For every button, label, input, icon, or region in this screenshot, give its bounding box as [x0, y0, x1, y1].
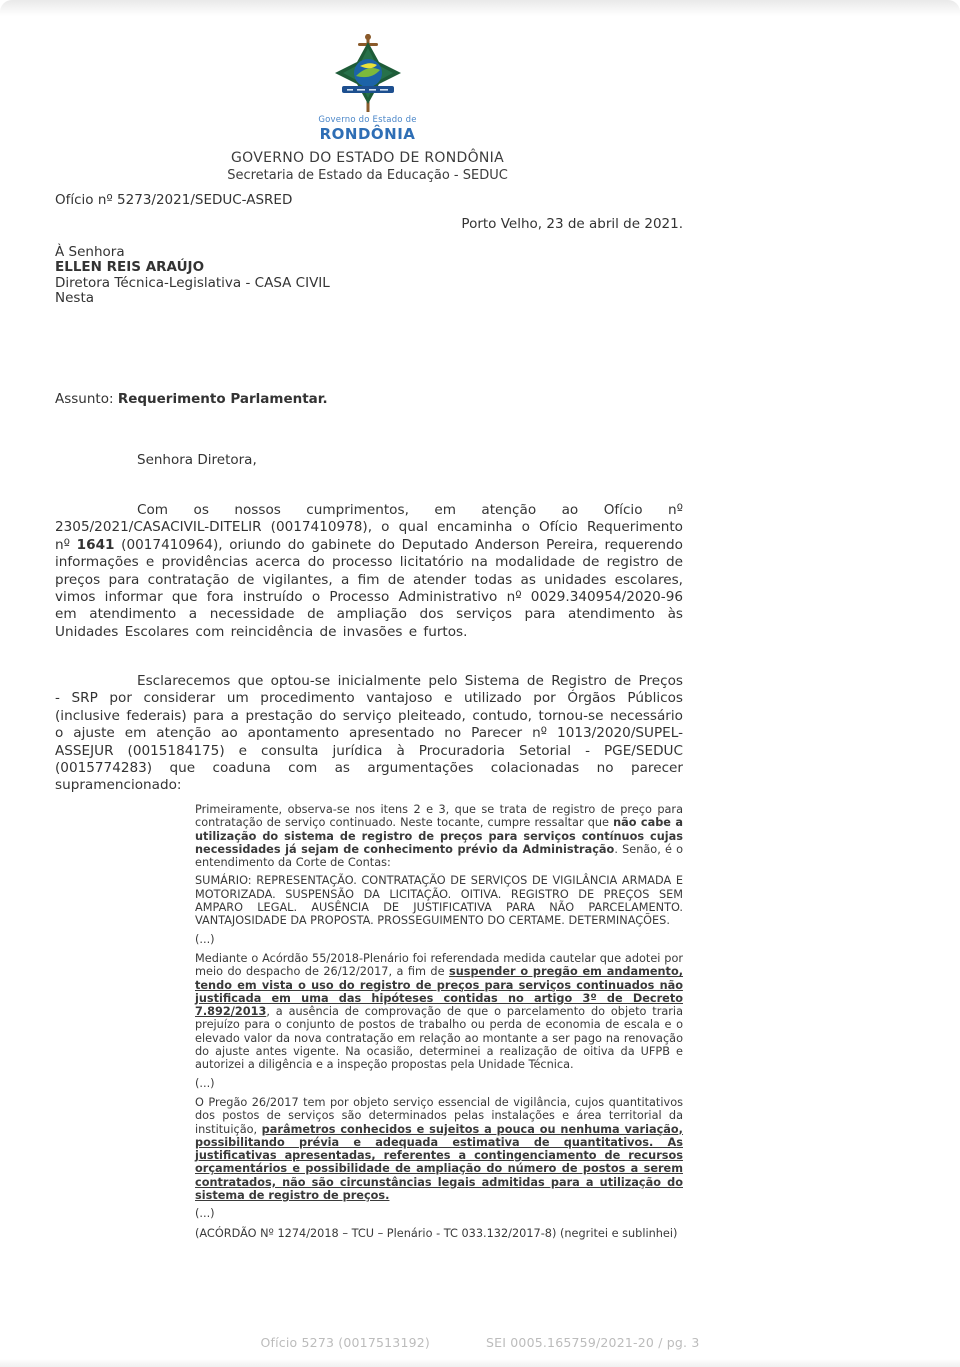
quote-citation: (ACÓRDÃO Nº 1274/2018 – TCU – Plenário - TC 033.132/2017-8) (negritei e sublinhei): [195, 1226, 678, 1240]
page-footer: [0, 1335, 960, 1350]
logo-caption: Governo do Estado de: [318, 115, 417, 125]
addressee-place: Nesta: [55, 289, 95, 306]
quote-paragraph: SUMÁRIO: REPRESENTAÇÃO. CONTRATAÇÃO DE SERVIÇOS DE VIGILÂNCIA ARMADA E MOTORIZADA. SUSPENSÃO DA LICITAÇÃO. OITIVA. REGISTRO DE PREÇOS SEM AMPARO LEGAL. AUSÊNCIA DE JUSTIFICATIVA PARA NÃO PARCELAMENTO. VANTAJOSIDADE DA PROPOSTA. PROSSEGUIMENTO DO CERTAME. DETERMINAÇÕES.: [195, 874, 683, 928]
quote-paragraph: Primeiramente, observa-se nos itens 2 e 3, que se trata de registro de preço para contratação de serviço continuado. Neste tocante, cumpre ressaltar que não cabe a utilização do sistema de registro de preços para serviços contínuos cujas necessidades já sejam de conhecimento prévio da Administração. Senão, é o entendimento da Corte de Contas:: [195, 803, 684, 870]
addressee-name: ELLEN REIS ARAÚJO: [55, 259, 205, 276]
quote-paragraph: O Pregão 26/2017 tem por objeto serviço essencial de vigilância, cujos quantitativos dos postos de serviços são determinados pelas instalações e área territorial da instituição, parâmetros conhecidos e sujeitos a pouca ou nenhuma variação, possibilitando prévia e adequada estimativa de quantitativos. As justificativas apresentadas, referentes a contingenciamento de recursos orçamentários e possibilidade de ampliação do número de postos a serem contratados, não são circunstâncias legais admitidas para a utilização do sistema de registro de preços.: [195, 1095, 683, 1203]
quote-block: [195, 803, 683, 1245]
subject-line: Assunto: Requerimento Parlamentar.: [55, 391, 328, 407]
oficio-number: Ofício nº 5273/2021/SEDUC-ASRED: [55, 192, 293, 208]
government-name: GOVERNO DO ESTADO DE RONDÔNIA: [231, 149, 504, 166]
quote-ellipsis: (...): [195, 932, 215, 946]
addressee-block: [55, 245, 330, 306]
body-paragraph-2: Esclarecemos que optou-se inicialmente pelo Sistema de Registro de Preços - SRP por considerar um procedimento vantajoso e utilizado por Órgãos Públicos (inclusive federais) para a prestação do serviço pleiteado, contudo, tornou-se necessário o ajuste em atenção ao apontamento apresentado no Parecer nº 1013/2020/SUPEL-ASSEJUR (0015184175) e consulta jurídica à Procuradoria Setorial - PGE/SEDUC (0015774283) que coaduna com as argumentações colacionadas no parecer supramencionado:: [55, 673, 683, 794]
addressee-salutation: À Senhora: [55, 244, 125, 260]
quote-ellipsis: (...): [195, 1207, 215, 1221]
footer-sei-ref: SEI 0005.165759/2021-20 / pg. 3: [485, 1335, 700, 1350]
quote-ellipsis: (...): [195, 1076, 215, 1090]
greeting: Senhora Diretora,: [137, 452, 257, 468]
body-paragraph-1: Com os nossos cumprimentos, em atenção ao Ofício nº 2305/2021/CASACIVIL-DITELIR (0017410978), o qual encaminha o Ofício Requerimento nº 1641 (0017410964), oriundo do gabinete do Deputado Anderson Pereira, requerendo informações e providências acerca do processo licitatório na modalidade de registro de preços para contratação de vigilantes, a fim de atender todas as unidades escolares, vimos informar que fora instruído o Processo Administrativo nº 0029.340954/2020-96 em atendimento a necessidade de ampliação dos serviços para atendimento às Unidades Escolares com reincidência de invasões e furtos.: [55, 502, 683, 640]
logo-state-name: RONDÔNIA: [319, 125, 416, 144]
letterhead: [55, 34, 680, 184]
dateline: Porto Velho, 23 de abril de 2021.: [461, 216, 683, 232]
footer-doc-ref: Ofício 5273 (0017513192): [260, 1335, 430, 1350]
addressee-role: Diretora Técnica-Legislativa - CASA CIVIL: [55, 274, 330, 291]
secretariat-name: Secretaria de Estado da Educação - SEDUC: [227, 168, 508, 184]
quote-paragraph: Mediante o Acórdão 55/2018-Plenário foi referendada medida cautelar que adotei por meio do despacho de 26/12/2017, a fim de suspender o pregão em andamento, tendo em vista o uso do registro de preços para serviços continuados não justificada em uma das hipóteses contidas no artigo 3º de Decreto 7.892/2013, a ausência de comprovação de que o parcelamento do objeto traria prejuízo para o conjunto de postos de trabalho ou perda de economia de escala e o elevado valor da nova contratação em relação ao montante a ser pago na renovação do ajuste antes vigente. Na ocasião, determinei a realização de oitiva da UFPB e autorizei a diligência e a inspeção propostas pela Unidade Técnica.: [195, 951, 684, 1072]
rondonia-coat-of-arms-icon: [329, 34, 407, 114]
